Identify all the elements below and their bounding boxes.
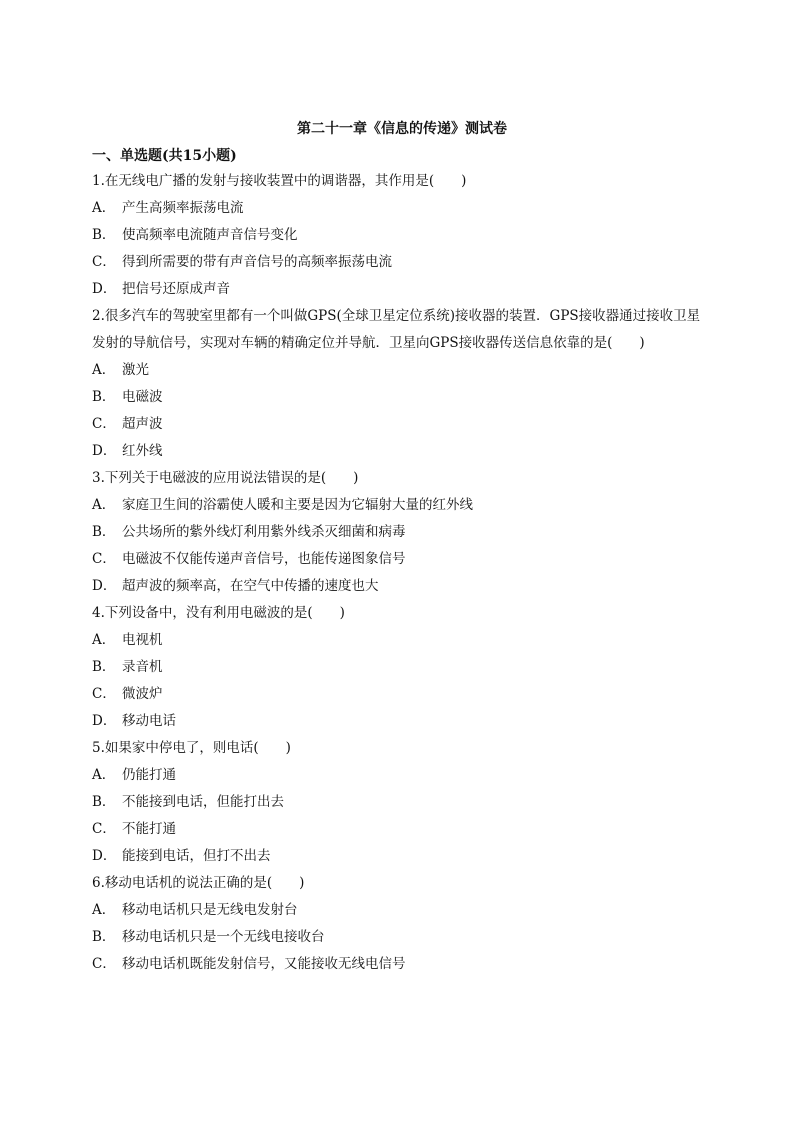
option-text: 移动电话机只是无线电发射台 [122, 902, 298, 918]
option-letter: A． [92, 632, 116, 648]
option-text: 仍能打通 [122, 767, 176, 783]
option-letter: B． [92, 524, 116, 540]
option-letter: C． [92, 686, 116, 702]
option-item [92, 438, 712, 465]
option-item [92, 951, 712, 978]
option-text: 移动电话 [122, 713, 176, 729]
option-text: 使高频率电流随声音信号变化 [122, 227, 298, 243]
option-item [92, 195, 712, 222]
option-item [92, 357, 712, 384]
option-letter: D． [92, 281, 117, 297]
exam-page [92, 118, 712, 978]
question-6 [92, 870, 712, 978]
option-item [92, 627, 712, 654]
option-letter: A． [92, 767, 116, 783]
option-item [92, 762, 712, 789]
option-text: 得到所需要的带有声音信号的高频率振荡电流 [122, 254, 392, 270]
option-text: 电视机 [122, 632, 163, 648]
option-letter: B． [92, 389, 116, 405]
option-text: 把信号还原成声音 [122, 281, 230, 297]
option-text: 电磁波 [122, 389, 163, 405]
option-item [92, 816, 712, 843]
option-letter: A． [92, 200, 116, 216]
option-text: 移动电话机既能发射信号，又能接收无线电信号 [122, 956, 406, 972]
option-item [92, 276, 712, 303]
option-item [92, 654, 712, 681]
option-letter: C． [92, 416, 116, 432]
option-item [92, 546, 712, 573]
question-3 [92, 465, 712, 600]
option-item [92, 681, 712, 708]
option-letter: D． [92, 578, 117, 594]
question-stem: 4.下列设备中，没有利用电磁波的是( ) [92, 605, 345, 621]
question-stem: 3.下列关于电磁波的应用说法错误的是( ) [92, 470, 359, 486]
option-list [92, 357, 712, 465]
option-text: 红外线 [122, 443, 163, 459]
question-2 [92, 303, 712, 465]
option-item [92, 708, 712, 735]
question-4 [92, 600, 712, 735]
option-letter: C． [92, 956, 116, 972]
question-5 [92, 735, 712, 870]
option-text: 不能接到电话，但能打出去 [122, 794, 284, 810]
option-item [92, 222, 712, 249]
option-list [92, 897, 712, 978]
question-stem: 1.在无线电广播的发射与接收装置中的调谐器，其作用是( ) [92, 173, 467, 189]
option-letter: B． [92, 929, 116, 945]
option-text: 激光 [122, 362, 149, 378]
option-text: 移动电话机只是一个无线电接收台 [122, 929, 325, 945]
option-letter: D． [92, 848, 117, 864]
option-text: 录音机 [122, 659, 163, 675]
page-title: 第二十一章《信息的传递》测试卷 [297, 121, 507, 137]
option-letter: B． [92, 227, 116, 243]
option-letter: C． [92, 254, 116, 270]
option-letter: A． [92, 362, 116, 378]
option-item [92, 519, 712, 546]
option-item [92, 897, 712, 924]
option-text: 家庭卫生间的浴霸使人暖和主要是因为它辐射大量的红外线 [122, 497, 473, 513]
option-letter: D． [92, 443, 117, 459]
option-letter: C． [92, 551, 116, 567]
question-stem: 5.如果家中停电了，则电话( ) [92, 740, 291, 756]
option-list [92, 762, 712, 870]
option-letter: D． [92, 713, 117, 729]
option-text: 电磁波不仅能传递声音信号，也能传递图象信号 [122, 551, 406, 567]
option-text: 能接到电话，但打不出去 [122, 848, 271, 864]
option-text: 微波炉 [122, 686, 163, 702]
section-heading: 一、单选题(共15小题) [92, 148, 237, 164]
question-stem: 2.很多汽车的驾驶室里都有一个叫做GPS(全球卫星定位系统)接收器的装置．GPS接收器通过接收卫星发射的导航信号，实现对车辆的精确定位并导航．卫星向GPS接收器传送信息依靠的是( ) [92, 308, 701, 351]
option-list [92, 627, 712, 735]
option-list [92, 195, 712, 303]
option-item [92, 492, 712, 519]
option-text: 公共场所的紫外线灯利用紫外线杀灭细菌和病毒 [122, 524, 406, 540]
option-letter: B． [92, 659, 116, 675]
option-letter: A． [92, 497, 116, 513]
option-item [92, 924, 712, 951]
option-text: 超声波 [122, 416, 163, 432]
option-item [92, 789, 712, 816]
option-item [92, 411, 712, 438]
question-stem: 6.移动电话机的说法正确的是( ) [92, 875, 305, 891]
option-letter: A． [92, 902, 116, 918]
question-1 [92, 168, 712, 303]
option-item [92, 573, 712, 600]
option-list [92, 492, 712, 600]
option-item [92, 843, 712, 870]
option-text: 超声波的频率高，在空气中传播的速度也大 [122, 578, 379, 594]
option-text: 产生高频率振荡电流 [122, 200, 244, 216]
option-text: 不能打通 [122, 821, 176, 837]
option-letter: B． [92, 794, 116, 810]
option-letter: C． [92, 821, 116, 837]
option-item [92, 384, 712, 411]
option-item [92, 249, 712, 276]
